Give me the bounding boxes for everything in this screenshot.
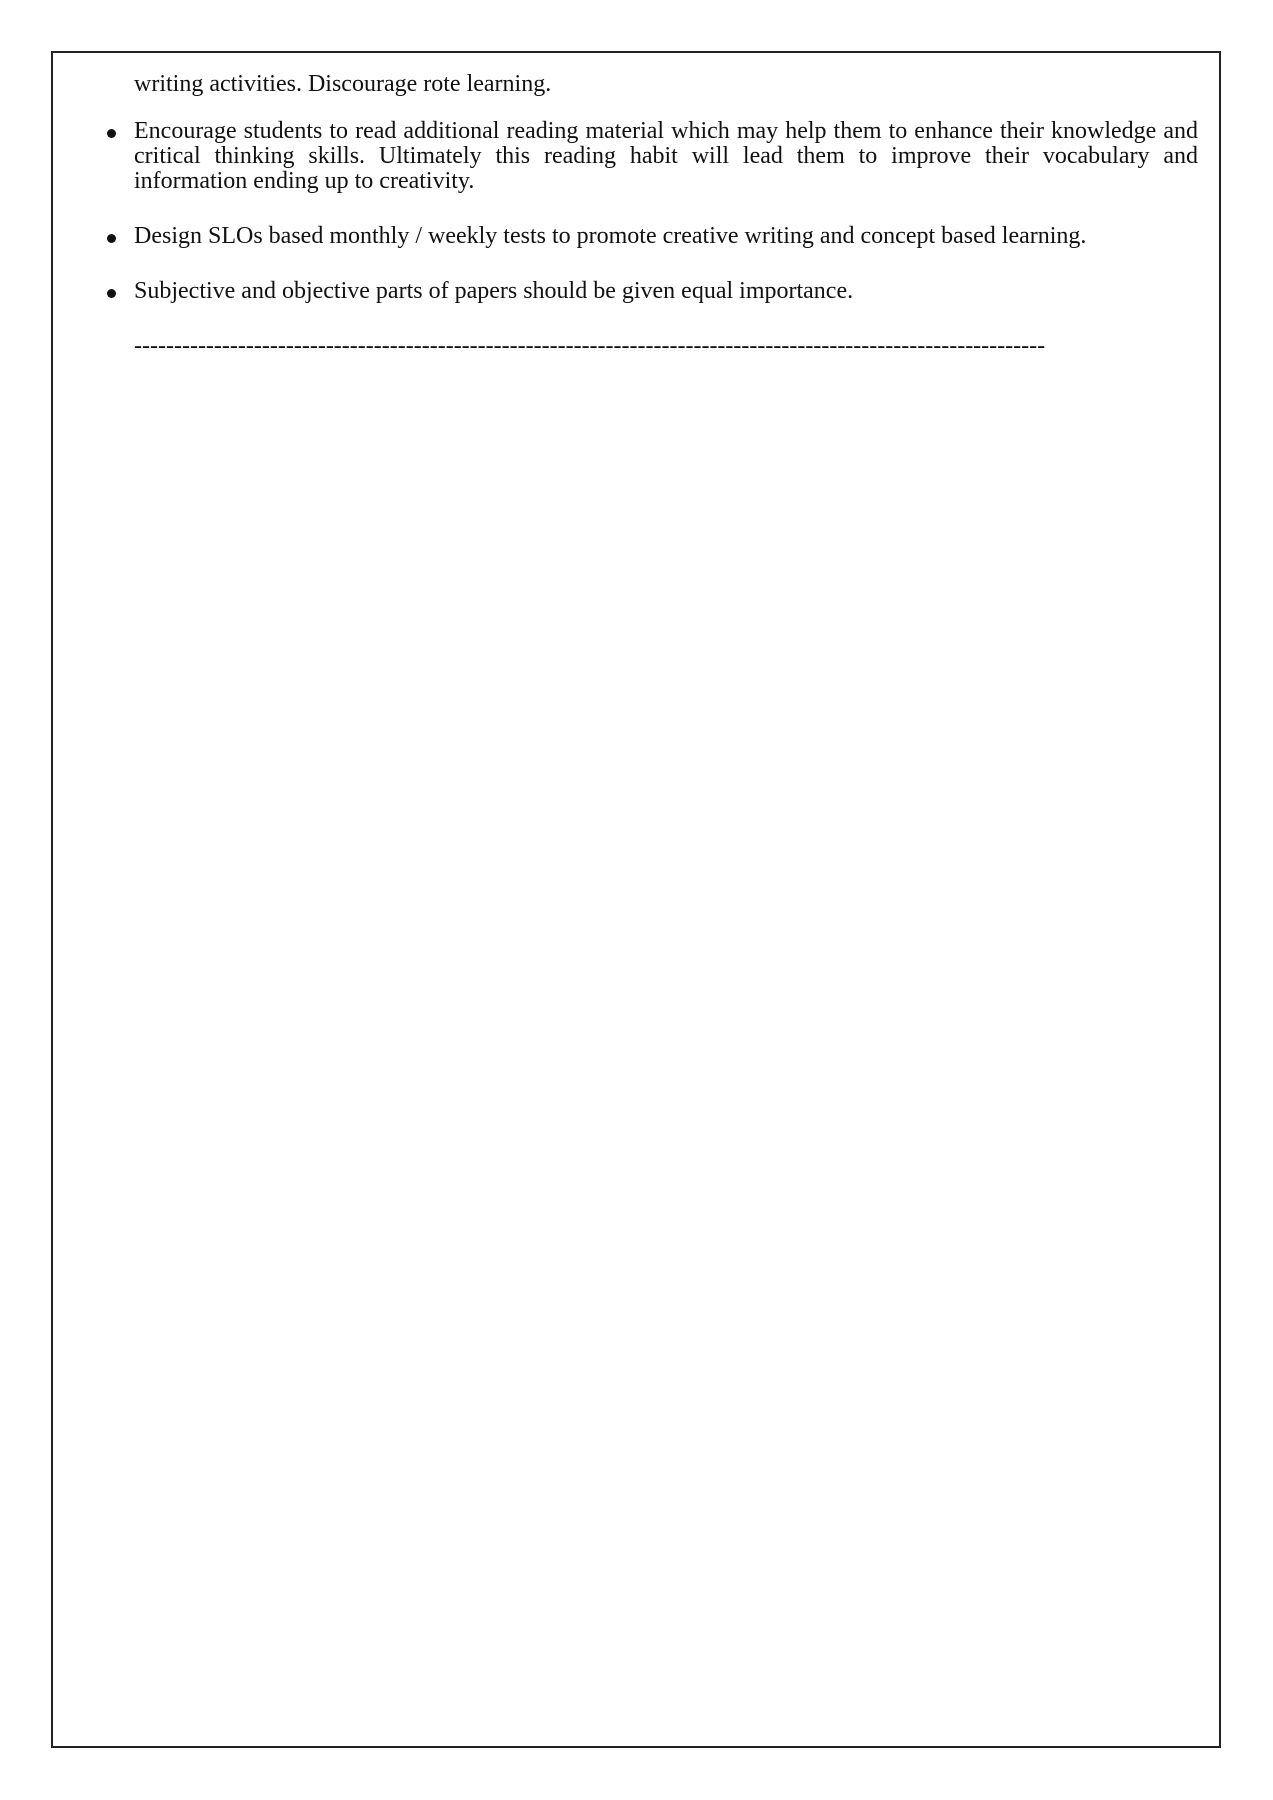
list-item-text: Encourage students to read additional reading material which may help them to enhance their knowledge and critical thinking skills. Ultimately this reading habit will lead them to improve their vocabulary and information ending up to creativity. (134, 118, 1198, 194)
recommendation-list (134, 119, 1198, 304)
document-body (134, 72, 1198, 359)
list-item-text: Design SLOs based monthly / weekly tests to promote creative writing and concept based learning. (134, 223, 1087, 249)
bullet-icon (107, 129, 116, 138)
list-item-text: Subjective and objective parts of papers should be given equal importance. (134, 278, 854, 304)
list-item (134, 119, 1198, 194)
list-item (134, 224, 1198, 249)
continuation-paragraph: writing activities. Discourage rote learning. (134, 71, 552, 97)
bullet-icon (107, 234, 116, 243)
dashed-separator: ------------------------------------------------------------------------------------------------------------------ (134, 334, 1046, 359)
list-item (134, 279, 1198, 304)
bullet-icon (107, 289, 116, 298)
